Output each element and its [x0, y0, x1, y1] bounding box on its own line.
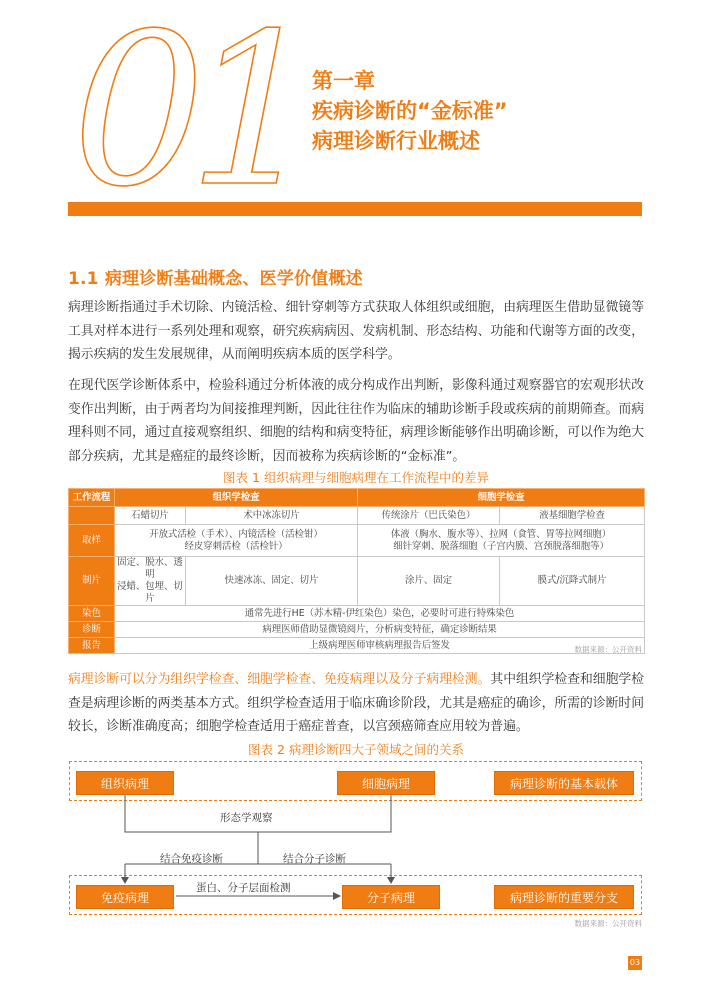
chapter-title-line2: 病理诊断行业概述 [312, 129, 480, 153]
sub-liquid: 液基细胞学检查 [500, 507, 645, 525]
chapter-label: 第一章 [312, 69, 375, 93]
molecular-box: 分子病理 [342, 885, 440, 909]
chapter-title-line1: 疾病诊断的“金标准” [312, 99, 508, 123]
paragraph-3 [68, 668, 644, 739]
diagnosis-all: 病理医师借助显微镜阅片，分析病变特征，确定诊断结果 [115, 622, 645, 638]
prep-smear: 涂片、固定 [358, 557, 500, 606]
row-prep-label: 制片 [69, 557, 115, 606]
figure-1-title: 图表 1 组织病理与细胞病理在工作流程中的差异 [223, 470, 489, 485]
table-row [69, 557, 645, 606]
sub-paraffin: 石蜡切片 [115, 507, 186, 525]
histology-box: 组织病理 [76, 771, 174, 795]
page-number: 03 [628, 956, 642, 970]
workflow-comparison-table [68, 488, 645, 654]
header-blank [69, 507, 115, 525]
prep-paraffin [115, 557, 186, 606]
sampling-histology-line1: 开放式活检（手术）、内镜活检（活检钳） [149, 528, 323, 540]
label-protein: 蛋白、分子层面检测 [196, 882, 291, 894]
label-molecular-combo: 结合分子诊断 [283, 853, 346, 865]
stain-all: 通常先进行HE（苏木精-伊红染色）染色，必要时可进行特殊染色 [115, 606, 645, 622]
figure-1-source: 数据来源：公开资料 [574, 645, 642, 654]
sampling-cytology-line1: 体液（胸水、腹水等）、拉网（食管、胃等拉网细胞） [390, 528, 612, 540]
row-diagnosis-label: 诊断 [69, 622, 115, 638]
table-row [69, 606, 645, 622]
header-divider-bar [68, 202, 642, 216]
prep-paraffin-line1: 固定、脱水、透明 [117, 557, 183, 580]
label-immuno-combo: 结合免疫诊断 [160, 853, 223, 865]
label-morphology: 形态学观察 [220, 812, 273, 824]
figure-2-title: 图表 2 病理诊断四大子领域之间的关系 [248, 742, 464, 757]
paragraph-3-highlight: 病理诊断可以分为组织学检查、细胞学检查、免疫病理以及分子病理检测。 [68, 672, 491, 687]
important-branch-box: 病理诊断的重要分支 [494, 885, 634, 909]
chapter-number: 01 [72, 18, 304, 198]
row-stain-label: 染色 [69, 606, 115, 622]
paragraph-1: 病理诊断指通过手术切除、内镜活检、细针穿刺等方式获取人体组织或细胞，由病理医生借助显微镜等工具对样本进行一系列处理和观察，研究疾病病因、发病机制、形态结构、功能和代谢等方面的改变，揭示疾病的发生发展规律，从而阐明疾病本质的医学科学。 [68, 300, 644, 362]
paragraph-2: 在现代医学诊断体系中，检验科通过分析体液的成分构成作出判断，影像科通过观察器官的宏观形状改变作出判断，由于两者均为间接推理判断，因此往往作为临床的辅助诊断手段或疾病的前期筛查。而病理科则不同，通过直接观察组织、细胞的结构和病变特征，病理诊断能够作出明确诊断，可以作为绝大部分疾病，尤其是癌症的最终诊断，因而被称为疾病诊断的“金标准”。 [68, 378, 644, 464]
report-all: 上级病理医师审核病理报告后签发 [115, 638, 645, 654]
sampling-histology-line2: 经皮穿刺活检（活检针） [184, 540, 288, 552]
paragraph-3-rest: 其中组织学检查和细胞学检查是病理诊断的两类基本方式。组织学检查适用于临床确诊阶段，尤其是癌症的确诊，所需的诊断时间较长，诊断准确度高；细胞学检查适用于癌症普查，以宫颈癌筛查应用较为普遍。 [68, 672, 645, 734]
sampling-histology [115, 525, 358, 557]
prep-paraffin-line2: 浸蜡、包埋、切片 [117, 581, 183, 604]
table-row [69, 507, 645, 525]
sub-frozen: 术中冰冻切片 [186, 507, 358, 525]
row-report-label: 报告 [69, 638, 115, 654]
header-workflow: 工作流程 [69, 489, 115, 507]
sampling-cytology [358, 525, 645, 557]
chapter-number-outline [72, 18, 312, 198]
prep-liquid: 膜式/沉降式制片 [500, 557, 645, 606]
table-header-row [69, 489, 645, 507]
row-sampling-label: 取样 [69, 525, 115, 557]
basic-carrier-box: 病理诊断的基本载体 [494, 771, 634, 795]
table-row [69, 622, 645, 638]
figure-2-source: 数据来源：公开资料 [574, 919, 642, 928]
chapter-heading [312, 66, 508, 156]
immuno-box: 免疫病理 [76, 885, 174, 909]
sub-smear: 传统涂片（巴氏染色） [358, 507, 500, 525]
prep-frozen: 快速冰冻、固定、切片 [186, 557, 358, 606]
cytology-box: 细胞病理 [337, 771, 435, 795]
table-row [69, 525, 645, 557]
section-title: 1.1 病理诊断基础概念、医学价值概述 [68, 269, 363, 289]
header-histology: 组织学检查 [115, 489, 358, 507]
sampling-cytology-line2: 细针穿刺、脱落细胞（子宫内膜、宫颈脱落细胞等） [393, 540, 609, 552]
header-cytology: 细胞学检查 [358, 489, 645, 507]
